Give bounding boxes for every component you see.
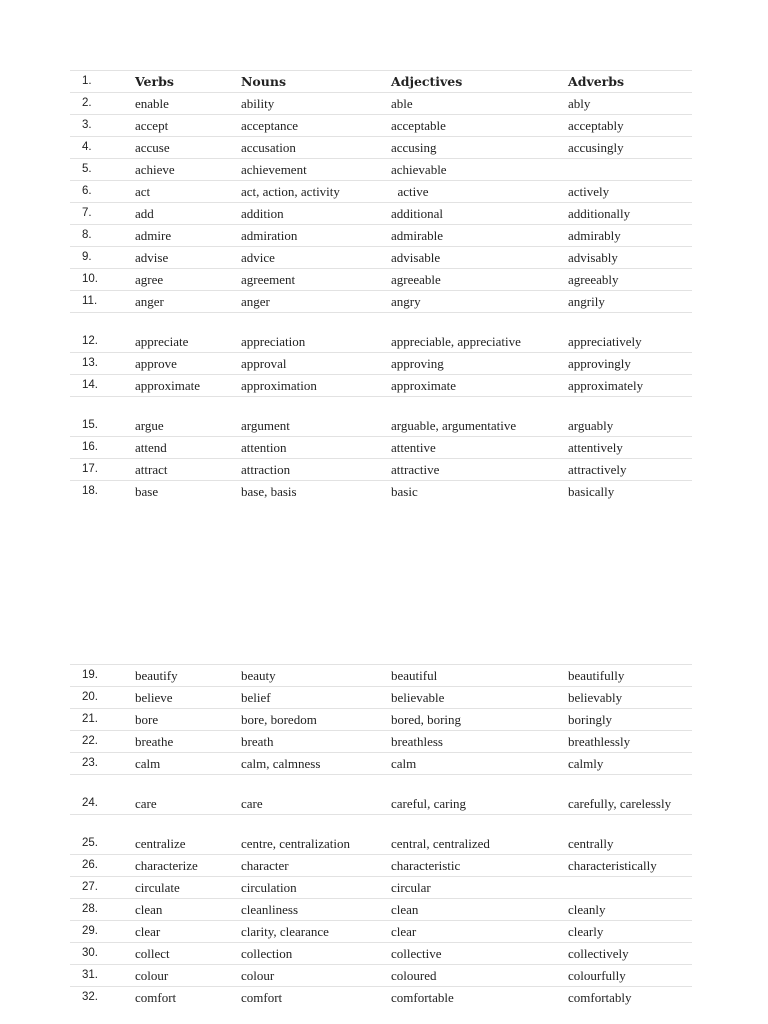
adverb-cell: cleanly <box>568 902 606 917</box>
noun-cell: act, action, activity <box>241 184 340 199</box>
verb-cell: bore <box>135 712 159 727</box>
noun-cell: achievement <box>241 162 307 177</box>
adverb-cell: actively <box>568 184 610 199</box>
adjective-cell: additional <box>391 206 443 221</box>
adverb-cell: arguably <box>568 418 614 433</box>
adverb-cell: attentively <box>568 440 623 455</box>
verb-cell: accuse <box>135 140 170 155</box>
noun-cell: circulation <box>241 880 297 895</box>
table-row <box>70 480 692 502</box>
table-row <box>70 708 692 730</box>
noun-cell: character <box>241 858 289 873</box>
noun-cell: agreement <box>241 272 296 287</box>
noun-cell: appreciation <box>241 334 306 349</box>
adverb-cell: admirably <box>568 228 621 243</box>
row-number: 7. <box>82 207 92 219</box>
adverb-cell: accusingly <box>568 140 624 155</box>
adverb-cell: angrily <box>568 294 605 309</box>
word-forms-table-part-1 <box>70 70 692 502</box>
verb-cell: achieve <box>135 162 175 177</box>
adjective-cell: clear <box>391 924 417 939</box>
table-row <box>70 224 692 246</box>
table-row <box>70 374 692 396</box>
adjective-cell: clean <box>391 902 419 917</box>
table-row <box>70 136 692 158</box>
adverb-cell: agreeably <box>568 272 619 287</box>
adjective-cell: admirable <box>391 228 443 243</box>
row-number: 20. <box>82 691 98 703</box>
verb-cell: enable <box>135 96 169 111</box>
row-number: 26. <box>82 859 98 871</box>
verb-cell: act <box>135 184 151 199</box>
table-row <box>70 730 692 752</box>
verb-cell: add <box>135 206 154 221</box>
row-number: 9. <box>82 251 92 263</box>
adjective-cell: angry <box>391 294 421 309</box>
adverb-cell: boringly <box>568 712 613 727</box>
adjective-cell: appreciable, appreciative <box>391 334 521 349</box>
verb-cell: advise <box>135 250 169 265</box>
verb-cell: circulate <box>135 880 180 895</box>
row-number: 3. <box>82 119 92 131</box>
table-row <box>70 92 692 114</box>
row-number: 11. <box>82 295 98 307</box>
table-row <box>70 202 692 224</box>
noun-cell: accusation <box>241 140 296 155</box>
row-number: 24. <box>82 797 98 809</box>
adjective-cell: collective <box>391 946 442 961</box>
adjective-cell: active <box>391 184 429 199</box>
adverb-cell: breathlessly <box>568 734 631 749</box>
adjective-cell: careful, caring <box>391 796 467 811</box>
verb-cell: beautify <box>135 668 178 683</box>
adverb-cell: characteristically <box>568 858 657 873</box>
table-row <box>70 814 692 854</box>
row-number: 32. <box>82 991 98 1003</box>
table-row <box>70 876 692 898</box>
noun-cell: comfort <box>241 990 283 1005</box>
adjective-cell: believable <box>391 690 445 705</box>
row-number: 22. <box>82 735 98 747</box>
row-number: 2. <box>82 97 92 109</box>
adjective-cell: circular <box>391 880 431 895</box>
noun-cell: acceptance <box>241 118 299 133</box>
adjective-cell: acceptable <box>391 118 446 133</box>
verb-cell: approve <box>135 356 177 371</box>
adverb-cell: comfortably <box>568 990 632 1005</box>
row-number: 10. <box>82 273 98 285</box>
noun-cell: cleanliness <box>241 902 299 917</box>
adverb-cell: centrally <box>568 836 614 851</box>
noun-cell: bore, boredom <box>241 712 317 727</box>
noun-cell: care <box>241 796 263 811</box>
row-number: 29. <box>82 925 98 937</box>
noun-cell: belief <box>241 690 271 705</box>
table-row <box>70 114 692 136</box>
verb-cell: base <box>135 484 159 499</box>
table-row <box>70 942 692 964</box>
adverb-cell: collectively <box>568 946 629 961</box>
adverb-cell: appreciatively <box>568 334 642 349</box>
table-row <box>70 774 692 814</box>
table-row <box>70 180 692 202</box>
row-number: 30. <box>82 947 98 959</box>
adjective-cell: accusing <box>391 140 437 155</box>
row-number: 1. <box>82 75 92 87</box>
noun-cell: approval <box>241 356 287 371</box>
adverb-cell: carefully, carelessly <box>568 796 672 811</box>
verb-cell: believe <box>135 690 173 705</box>
adverb-cell: beautifully <box>568 668 625 683</box>
row-number: 23. <box>82 757 98 769</box>
noun-cell: advice <box>241 250 275 265</box>
adjective-cell: central, centralized <box>391 836 490 851</box>
verb-cell: care <box>135 796 157 811</box>
verb-cell: agree <box>135 272 164 287</box>
table-row <box>70 290 692 312</box>
row-number: 19. <box>82 669 98 681</box>
noun-cell: argument <box>241 418 290 433</box>
verb-cell: characterize <box>135 858 198 873</box>
column-header-adjectives: Adjectives <box>391 74 463 89</box>
verb-cell: colour <box>135 968 169 983</box>
row-number: 8. <box>82 229 92 241</box>
adjective-cell: characteristic <box>391 858 461 873</box>
noun-cell: base, basis <box>241 484 297 499</box>
row-number: 28. <box>82 903 98 915</box>
noun-cell: approximation <box>241 378 317 393</box>
adverb-cell: calmly <box>568 756 604 771</box>
verb-cell: centralize <box>135 836 186 851</box>
adverb-cell: clearly <box>568 924 604 939</box>
row-number: 17. <box>82 463 98 475</box>
verb-cell: attract <box>135 462 168 477</box>
noun-cell: collection <box>241 946 293 961</box>
adjective-cell: agreeable <box>391 272 441 287</box>
noun-cell: admiration <box>241 228 298 243</box>
adverb-cell: additionally <box>568 206 631 221</box>
row-number: 14. <box>82 379 98 391</box>
row-number: 18. <box>82 485 98 497</box>
adverb-cell: believably <box>568 690 623 705</box>
noun-cell: calm, calmness <box>241 756 321 771</box>
verb-cell: clean <box>135 902 163 917</box>
table-row <box>70 964 692 986</box>
table-row <box>70 854 692 876</box>
table-row <box>70 686 692 708</box>
table-row <box>70 920 692 942</box>
table-row <box>70 898 692 920</box>
verb-cell: admire <box>135 228 172 243</box>
adverb-cell: acceptably <box>568 118 624 133</box>
verb-cell: calm <box>135 756 161 771</box>
verb-cell: accept <box>135 118 169 133</box>
word-forms-table-part-2 <box>70 664 692 1008</box>
row-number: 31. <box>82 969 98 981</box>
table-row <box>70 986 692 1008</box>
row-number: 12. <box>82 335 98 347</box>
row-number: 15. <box>82 419 98 431</box>
adverb-cell: approvingly <box>568 356 631 371</box>
column-header-adverbs: Adverbs <box>568 74 625 89</box>
row-number: 6. <box>82 185 92 197</box>
adjective-cell: attractive <box>391 462 440 477</box>
table-row <box>70 312 692 352</box>
row-number: 25. <box>82 837 98 849</box>
verb-cell: clear <box>135 924 161 939</box>
adjective-cell: able <box>391 96 413 111</box>
adjective-cell: achievable <box>391 162 447 177</box>
verb-cell: appreciate <box>135 334 189 349</box>
table-header-row <box>70 70 692 92</box>
noun-cell: ability <box>241 96 275 111</box>
table-row <box>70 752 692 774</box>
table-row <box>70 158 692 180</box>
adjective-cell: comfortable <box>391 990 454 1005</box>
verb-cell: argue <box>135 418 164 433</box>
noun-cell: anger <box>241 294 270 309</box>
adjective-cell: bored, boring <box>391 712 462 727</box>
adverb-cell: attractively <box>568 462 627 477</box>
verb-cell: comfort <box>135 990 177 1005</box>
adjective-cell: calm <box>391 756 417 771</box>
table-row <box>70 352 692 374</box>
adverb-cell: basically <box>568 484 615 499</box>
adverb-cell: advisably <box>568 250 618 265</box>
verb-cell: collect <box>135 946 170 961</box>
adverb-cell: ably <box>568 96 591 111</box>
adverb-cell: colourfully <box>568 968 626 983</box>
verb-cell: attend <box>135 440 167 455</box>
verb-cell: breathe <box>135 734 174 749</box>
adverb-cell: approximately <box>568 378 644 393</box>
noun-cell: colour <box>241 968 275 983</box>
row-number: 27. <box>82 881 98 893</box>
adjective-cell: advisable <box>391 250 441 265</box>
table-row <box>70 268 692 290</box>
column-header-nouns: Nouns <box>241 74 286 89</box>
verb-cell: anger <box>135 294 164 309</box>
column-header-verbs: Verbs <box>135 74 174 89</box>
row-number: 16. <box>82 441 98 453</box>
table-row <box>70 246 692 268</box>
noun-cell: centre, centralization <box>241 836 350 851</box>
row-number: 4. <box>82 141 92 153</box>
adjective-cell: coloured <box>391 968 437 983</box>
adjective-cell: basic <box>391 484 418 499</box>
adjective-cell: arguable, argumentative <box>391 418 517 433</box>
table-row <box>70 664 692 686</box>
table-row <box>70 458 692 480</box>
row-number: 5. <box>82 163 92 175</box>
noun-cell: attention <box>241 440 287 455</box>
adjective-cell: breathless <box>391 734 443 749</box>
adjective-cell: approving <box>391 356 444 371</box>
table-row <box>70 436 692 458</box>
noun-cell: clarity, clearance <box>241 924 329 939</box>
adjective-cell: approximate <box>391 378 456 393</box>
noun-cell: beauty <box>241 668 276 683</box>
noun-cell: attraction <box>241 462 291 477</box>
adjective-cell: beautiful <box>391 668 438 683</box>
table-row <box>70 396 692 436</box>
adjective-cell: attentive <box>391 440 436 455</box>
noun-cell: breath <box>241 734 274 749</box>
row-number: 21. <box>82 713 98 725</box>
verb-cell: approximate <box>135 378 200 393</box>
row-number: 13. <box>82 357 98 369</box>
noun-cell: addition <box>241 206 284 221</box>
